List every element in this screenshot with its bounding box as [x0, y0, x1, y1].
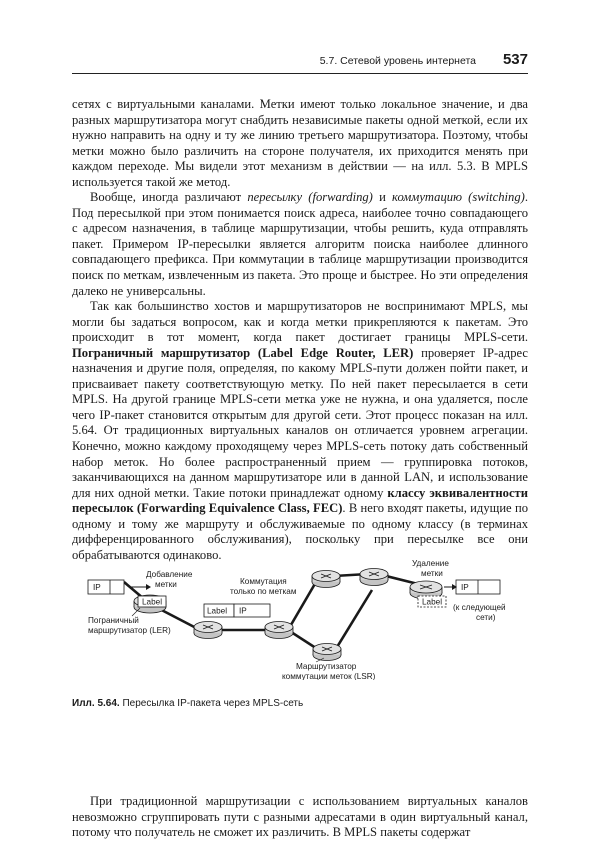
italic-term: пересылку (forwarding)	[247, 190, 373, 205]
packet-field-label: Label	[207, 606, 228, 616]
text-run: проверяет IP-адрес назначения и другие поля, определяя, по какому MPLS-пути должен пойти пакет, и присваивает пакету соответствующую метку. По ней пакет пересылается в сети MPLS. На другой границе MPLS-сети метка уже не нужна, и она удаляется, после чего IP-пакет становится открытым для другой сети. Этот процесс показан на илл. 5.64. От традиционных виртуальных каналов он отличается уровнем агрегации. Конечно, можно каждому проходящему через MPLS-сеть потоку дать собственный набор меток. Но более распространенный прием — группировка потоков, заканчивающихся на данном маршрутизаторе или в данной LAN, и использование для них одной метки. Такие потоки принадлежат одному	[72, 345, 528, 500]
mpls-diagram	[72, 560, 528, 680]
label-add-title-1: Добавление	[146, 570, 193, 579]
arrow-head	[146, 584, 151, 590]
figure-mpls-diagram	[72, 560, 528, 680]
label-added	[138, 596, 166, 607]
text-run: . Под пересылкой при этом понимается поиск адреса, наиболее точно совпадающего с адресом назначения, в таблице маршрутизации, чтобы решить, куда отправлять пакет. Примером IP-пересылки является алгоритм поиска наиболее длинного совпадающего префикса. При коммутации в таблице маршрутизации производится поиск по меткам, извлеченным из пакета. Это проще и быстрее. Но эти определения далеко не универсальны.	[72, 190, 528, 298]
remove-label-title-1: Удаление	[412, 560, 449, 568]
page-header	[72, 52, 528, 72]
text-run: и	[372, 190, 393, 205]
label-add-title-2: метки	[155, 580, 177, 589]
next-network-1: (к следующей	[453, 603, 506, 612]
ler-caption-2: маршрутизатор (LER)	[88, 626, 171, 635]
router-lsr-1	[194, 622, 222, 639]
running-section-title: 5.7. Сетевой уровень интернета	[319, 55, 476, 67]
figure-caption	[72, 698, 528, 709]
switching-title-2: только по меткам	[230, 587, 297, 596]
next-network-2: сети)	[476, 613, 496, 622]
paragraph	[72, 794, 528, 841]
text-run: Так как большинство хостов и маршрутизаторов не воспринимают MPLS, мы могли бы задаться вопросом, как и когда метки прикрепляются к пакетам. Это происходит в тот момент, когда пакет достигает границы MPLS-сети.	[72, 299, 528, 345]
router-lsr-2	[265, 622, 293, 639]
router-lsr-5	[313, 644, 341, 661]
caption-text: Пересылка IP-пакета через MPLS-сеть	[119, 698, 304, 709]
lsr-caption-2: коммутации меток (LSR)	[282, 672, 376, 680]
packet-field-ip: IP	[461, 583, 469, 592]
link	[334, 590, 372, 652]
paragraph	[72, 97, 528, 190]
body-text-top	[72, 97, 528, 563]
paragraph	[72, 299, 528, 563]
packet-field-label: Label	[422, 597, 443, 607]
packet-field-ip: IP	[239, 606, 247, 616]
switching-title-1: Коммутация	[240, 577, 287, 586]
text-run: Вообще, иногда различают	[90, 190, 248, 205]
packet-ip-outgoing	[456, 580, 500, 594]
body-text-bottom	[72, 794, 528, 841]
header-rule	[72, 73, 528, 74]
text-run: При традиционной маршрутизации с использованием виртуальных каналов невозможно сгруппировать пути с разными адресатами в один виртуальный канал, потому что получатель не сможет их различить. В MPLS пакеты содержат	[72, 794, 528, 840]
text-run: сетях с виртуальными каналами. Метки имеют только локальное значение, и два разных маршрутизатора могут снабдить независимые пакеты одной меткой, если их нужно направить на одну и ту же линию третьего маршрутизатора. Поэтому, чтобы метки можно было различить на стороне получателя, их приходится менять при каждом переходе. Мы видели этот механизм в действии — на илл. 5.3. В MPLS используется такой же метод.	[72, 97, 528, 189]
packet-field-label: Label	[142, 597, 163, 607]
text-run: . В него входят пакеты, идущие по одному и тому же маршруту и обслуживаемые по одному классу (в терминах дифференцированного обслуживания), поскольку при пересылке все они обрабатываются одинаково.	[72, 501, 528, 562]
router-lsr-3	[312, 571, 340, 588]
label-removed	[418, 596, 446, 607]
page-number: 537	[502, 51, 528, 68]
packet-field-ip: IP	[93, 583, 101, 592]
caption-number: Илл. 5.64.	[72, 698, 120, 709]
packet-labeled	[204, 604, 270, 617]
bold-term: Пограничный маршрутизатор (Label Edge Router, LER)	[72, 345, 414, 360]
remove-label-title-2: метки	[421, 569, 443, 578]
bold-term: классу эквивалентности пересылок (Forwarding Equivalence Class, FEC)	[72, 485, 528, 516]
router-lsr-4	[360, 569, 388, 586]
ler-caption-1: Пограничный	[88, 616, 139, 625]
paragraph	[72, 190, 528, 299]
lsr-caption-1: Маршрутизатор	[296, 662, 357, 671]
italic-term: коммутацию (switching)	[392, 190, 525, 205]
packet-ip-incoming	[88, 580, 124, 594]
